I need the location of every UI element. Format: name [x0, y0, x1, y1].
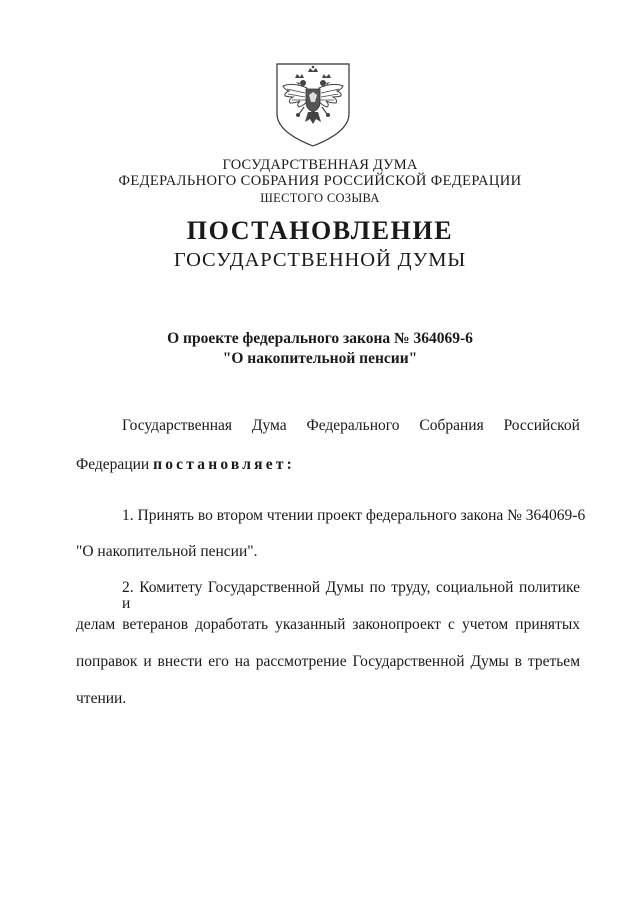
preamble-word: Российской — [503, 417, 580, 434]
preamble-line-2-start: Федерации — [76, 456, 150, 473]
preamble-line-2 — [76, 457, 295, 473]
item-2-line-1: 2. Комитету Государственной Думы по труду, социальной политике и — [122, 579, 580, 612]
subject-line-2: "О накопительной пенсии" — [222, 350, 418, 367]
issuer-header-line-2: ФЕДЕРАЛЬНОГО СОБРАНИЯ РОССИЙСКОЙ ФЕДЕРАЦИИ — [118, 173, 522, 189]
item-2-line-4: чтении. — [76, 690, 127, 707]
issuer-header-line-1: ГОСУДАРСТВЕННАЯ ДУМА — [222, 157, 418, 173]
decree-word: постановляет: — [153, 456, 295, 473]
document-issuer-title: ГОСУДАРСТВЕННОЙ ДУМЫ — [173, 249, 467, 271]
item-2-line-3: поправок и внести его на рассмотрение Государственной Думы в третьем — [76, 653, 580, 670]
convocation-label: ШЕСТОГО СОЗЫВА — [260, 191, 380, 205]
coat-of-arms-emblem-icon — [275, 62, 351, 148]
item-2-line-2: делам ветеранов доработать указанный законопроект с учетом принятых — [76, 616, 580, 633]
preamble-word: Собрания — [419, 417, 484, 434]
subject-line-1: О проекте федерального закона № 364069-6 — [167, 330, 473, 347]
item-1-line-2: "О накопительной пенсии". — [76, 543, 258, 560]
item-1-line-1: 1. Принять во втором чтении проект федерального закона № 364069-6 — [122, 507, 586, 524]
preamble-word: Государственная — [122, 417, 233, 434]
preamble-line-1 — [122, 418, 580, 434]
preamble-word: Федерального — [306, 417, 400, 434]
preamble-word: Дума — [251, 417, 287, 434]
document-type-title: ПОСТАНОВЛЕНИЕ — [186, 216, 454, 245]
